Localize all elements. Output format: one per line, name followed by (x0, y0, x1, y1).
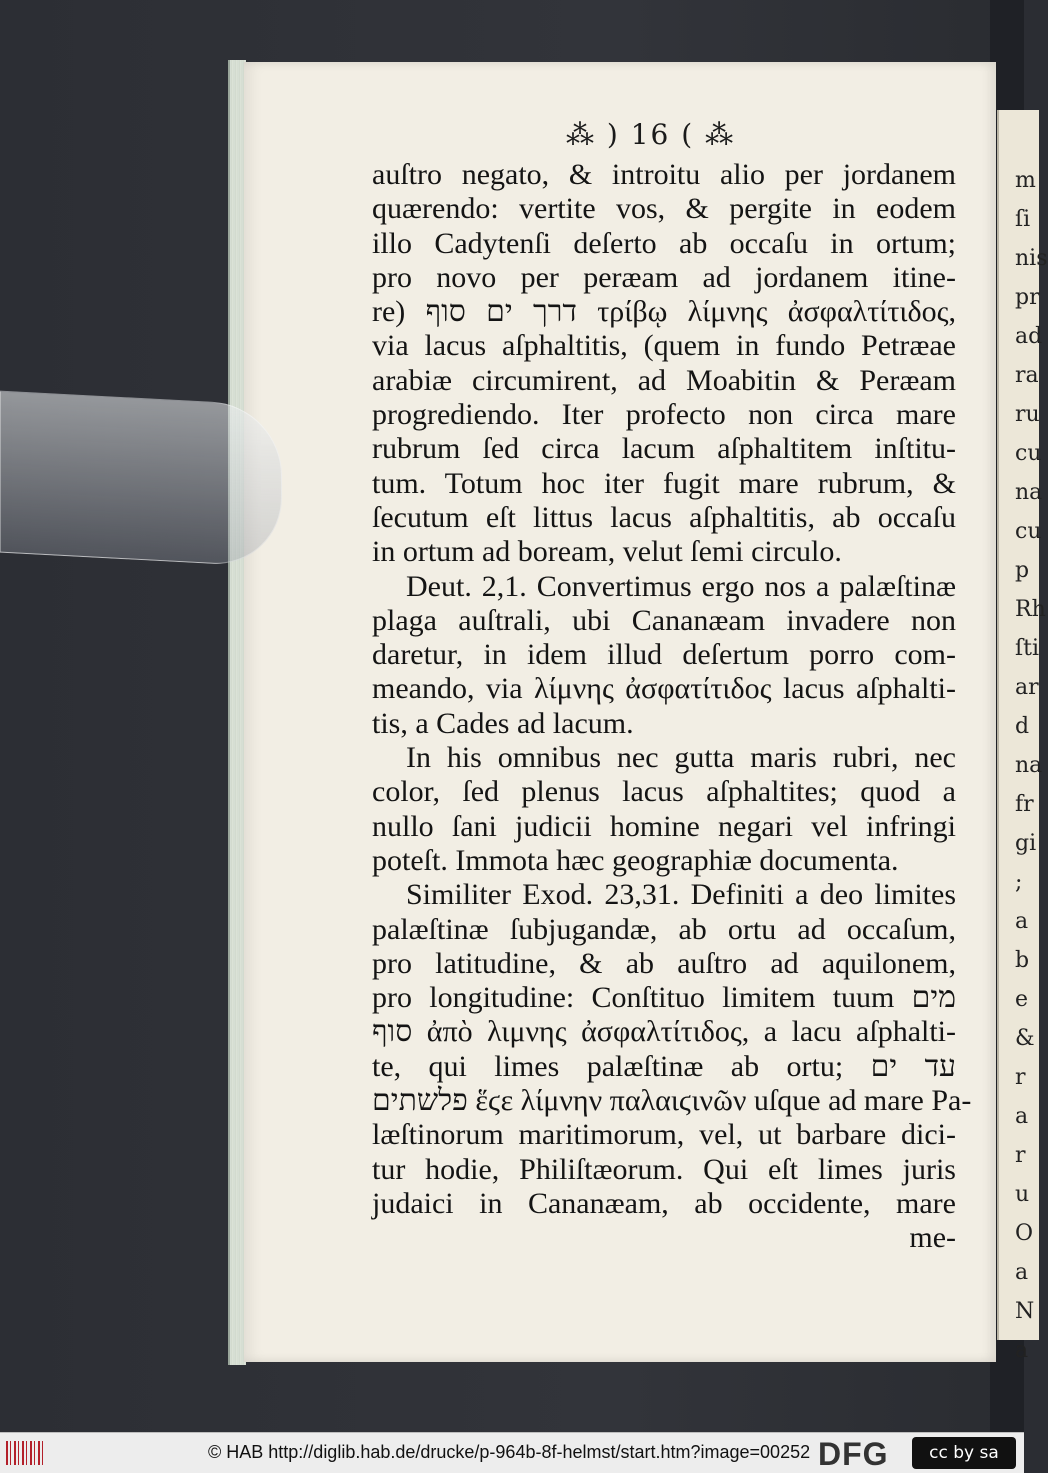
running-head: ⁂ ) 16 ( ⁂ (566, 118, 736, 151)
text-line: daretur, in idem illud deſertum porro com- (372, 638, 956, 672)
text-line: auſtro negato, & introitu alio per jordanem (372, 158, 956, 191)
text-line: color, ſed plenus lacus aſphaltites; quod a (372, 775, 956, 809)
adjacent-page-fragment: a (1015, 1338, 1029, 1363)
adjacent-page-fragment: cu (1015, 519, 1042, 544)
text-line: פלשתים ἕϛε λίμνην παλαιϛινῶν uſque ad mare Pa- (372, 1084, 972, 1118)
adjacent-page-fragment: ar (1015, 675, 1039, 700)
text-line: in ortum ad boream, velut ſemi circulo. (372, 535, 842, 569)
text-line: te, qui limes palæſtinæ ab ortu; עד ים (372, 1049, 956, 1083)
adjacent-page-fragment: a (1015, 909, 1029, 934)
text-line: tur hodie, Philiſtæorum. Qui eſt limes juris (372, 1152, 956, 1186)
text-line: In his omnibus nec gutta maris rubri, nec (406, 741, 956, 775)
text-line: progrediendo. Iter profecto non circa mare (372, 398, 956, 432)
adjacent-page-fragment: nis (1015, 246, 1048, 271)
adjacent-page-fragment: m (1015, 168, 1036, 193)
text-line: rubrum ſed circa lacum aſphaltitem inſtitu- (372, 432, 956, 466)
adjacent-page-fragment: N (1015, 1299, 1035, 1324)
body-text (372, 158, 972, 1256)
adjacent-page-fragment: ra (1015, 363, 1039, 388)
adjacent-page-fragment: e (1015, 987, 1029, 1012)
adjacent-page-fragment: d (1015, 714, 1030, 739)
adjacent-page-fragment: ſi (1015, 207, 1031, 232)
adjacent-page-fragment: ad (1015, 324, 1043, 349)
adjacent-page-fragment: & (1015, 1026, 1035, 1051)
text-line: Deut. 2,1. Convertimus ergo nos a palæſtinæ (406, 569, 956, 603)
text-line: judaici in Cananæam, ab occidente, mare (372, 1186, 956, 1220)
adjacent-page-fragment: p (1015, 558, 1030, 583)
adjacent-page-fragment: O (1015, 1221, 1034, 1246)
text-line: pro novo per peræam ad jordanem itine- (372, 260, 956, 294)
text-line: Similiter Exod. 23,31. Definiti a deo limites (406, 878, 956, 912)
text-line: meando, via λίμνης ἀσφατίτιδος lacus aſphalti- (372, 672, 956, 706)
cc-license-icon: cc by sa (929, 1443, 999, 1463)
adjacent-page-fragment: gi (1015, 831, 1037, 856)
adjacent-page-fragment: ſti (1015, 636, 1040, 661)
adjacent-page-fragment: a (1015, 1260, 1029, 1285)
text-line: via lacus aſphaltitis, (quem in fundo Petræae (372, 329, 956, 363)
hab-logo-icon (6, 1441, 46, 1465)
adjacent-page-fragment: na (1015, 753, 1043, 778)
page-clip (0, 391, 282, 568)
text-line: me- (909, 1221, 956, 1255)
copyright-text[interactable]: © HAB http://diglib.hab.de/drucke/p-964b-8f-helmst/start.htm?image=00252 (208, 1442, 811, 1462)
text-line: quærendo: vertite vos, & pergite in eodem (372, 192, 956, 226)
text-line: ſecutum eſt littus lacus aſphaltitis, ab occaſu (372, 500, 956, 534)
adjacent-page-fragment: pr (1015, 285, 1040, 310)
text-line: plaga auſtrali, ubi Cananæam invadere non (372, 603, 956, 637)
cc-license-badge[interactable] (912, 1437, 1016, 1469)
text-line: nullo ſani judicii homine negari vel infringi (372, 809, 956, 843)
text-line: סוף ἀπὸ λιμνης ἀσφαλτίτιδος, a lacu aſphalti- (372, 1015, 956, 1049)
adjacent-page-fragment: b (1015, 948, 1030, 973)
adjacent-page-fragment: u (1015, 1182, 1030, 1207)
adjacent-page-fragment: fr (1015, 792, 1034, 817)
dfg-logo: DFG (818, 1436, 889, 1472)
text-line: pro latitudine, & ab auſtro ad aquilonem, (372, 946, 956, 980)
adjacent-page-fragment: ; (1015, 870, 1023, 895)
adjacent-page-fragment: a (1015, 1104, 1029, 1129)
text-line: arabiæ circumirent, ad Moabitin & Peræam (372, 363, 956, 397)
adjacent-page-fragment: r (1015, 1065, 1026, 1090)
text-line: illo Cadytenſi deſerto ab occaſu in ortum; (372, 226, 956, 260)
footer-bar (0, 1432, 1024, 1473)
text-line: tum. Totum hoc iter fugit mare rubrum, & (372, 466, 956, 500)
adjacent-page-fragment: na (1015, 480, 1043, 505)
text-line: re) דרך ים סוף τρίβῳ λίμνης ἀσφαλτίτιδος, (372, 295, 956, 329)
adjacent-page-fragment: Rh (1015, 597, 1046, 622)
adjacent-page-fragment: ru (1015, 402, 1040, 427)
text-line: læſtinorum maritimorum, vel, ut barbare dici- (372, 1118, 956, 1152)
text-line: pro longitudine: Conſtituo limitem tuum מים (372, 981, 956, 1015)
adjacent-page-fragment: cu (1015, 441, 1042, 466)
adjacent-page (997, 110, 1048, 1363)
text-line: tis, a Cades ad lacum. (372, 706, 634, 740)
text-line: palæſtinæ ſubjugandæ, ab ortu ad occaſum, (372, 912, 956, 946)
adjacent-page-fragment: r (1015, 1143, 1026, 1168)
text-line: poteſt. Immota hæc geographiæ documenta. (372, 843, 899, 877)
